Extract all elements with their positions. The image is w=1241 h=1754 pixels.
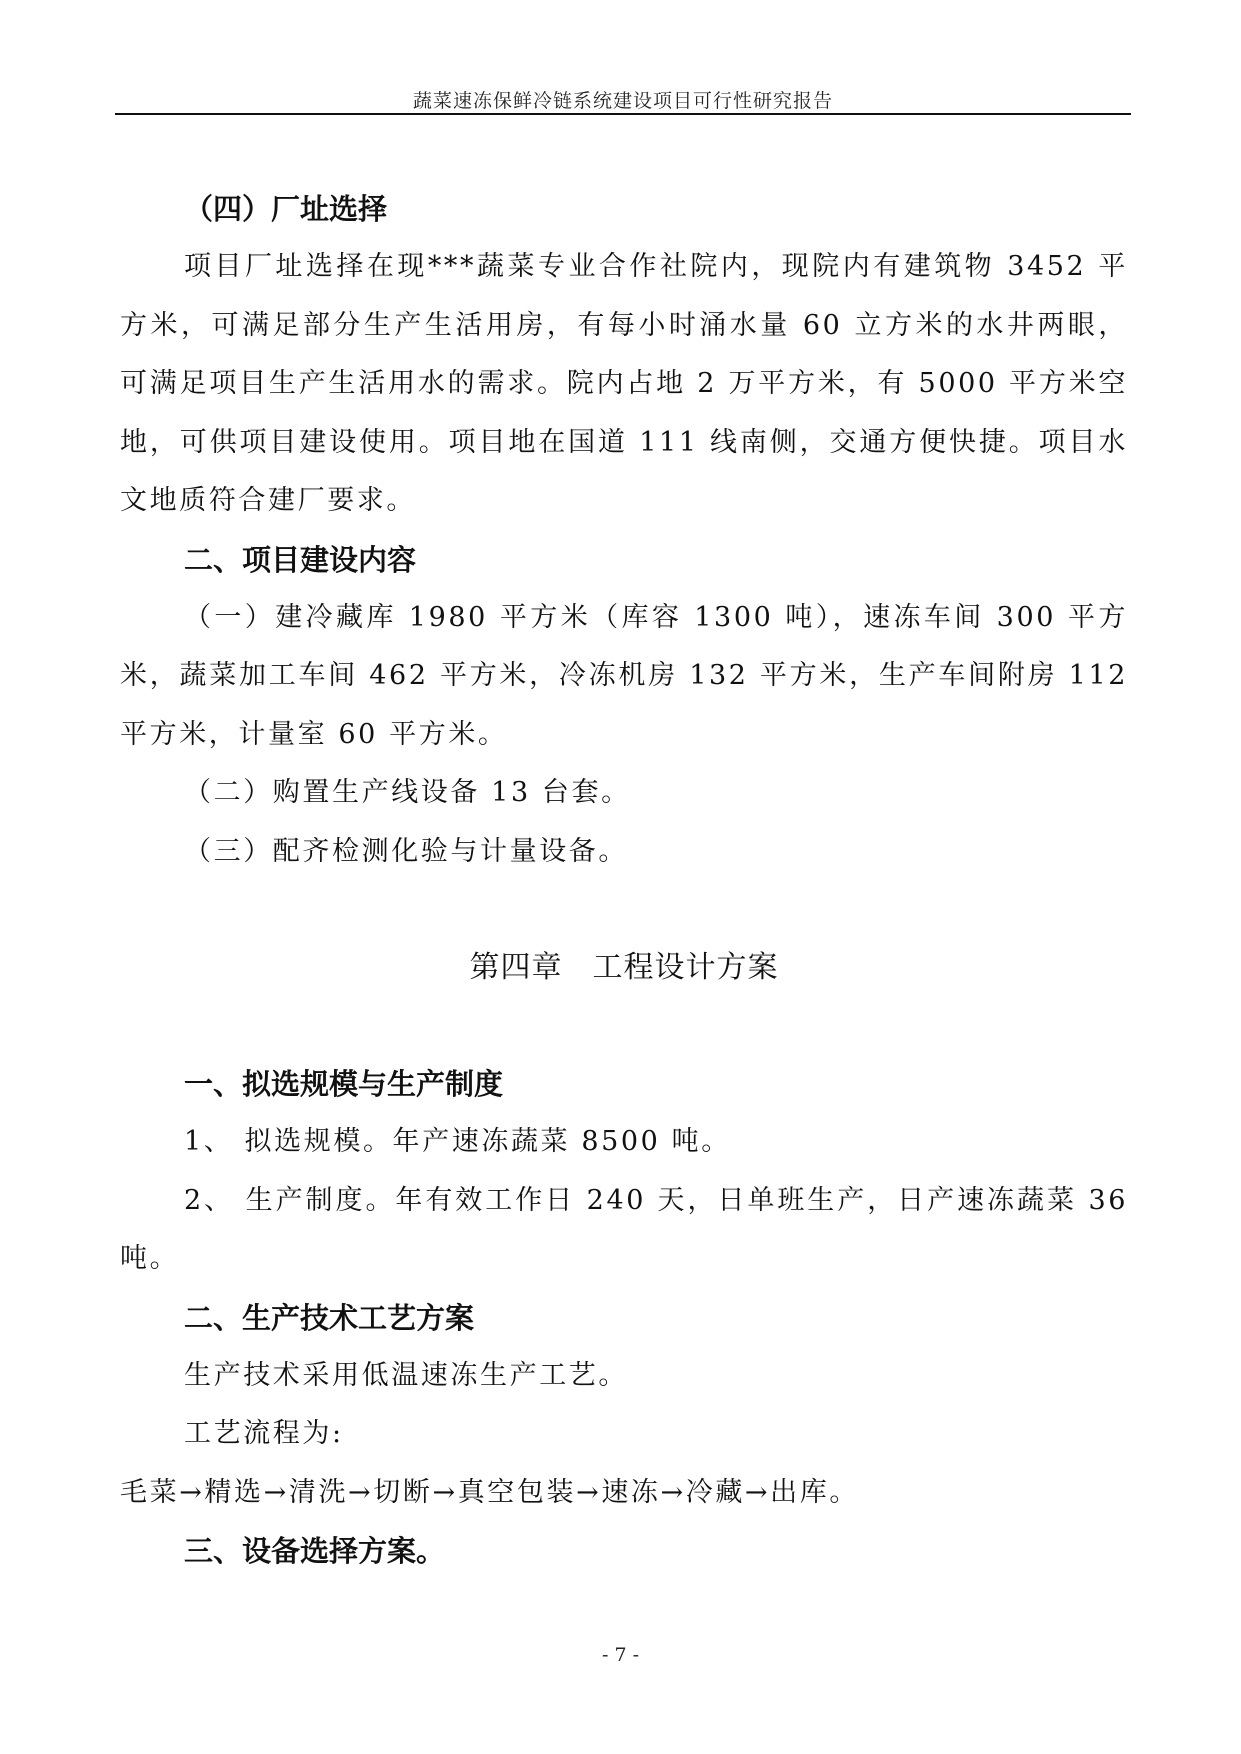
- section-heading-equipment: 三、设备选择方案。: [184, 1534, 446, 1568]
- construction-item-3: （三）配齐检测化验与计量设备。: [184, 835, 628, 867]
- construction-item-2: （二）购置生产线设备 13 台套。: [184, 777, 631, 808]
- scale-item-1: 1、 拟选规模。年产速冻蔬菜 8500 吨。: [184, 1126, 731, 1157]
- page-number: - 7 -: [601, 1644, 639, 1666]
- technology-line-1: 生产技术采用低温速冻生产工艺。: [184, 1359, 628, 1391]
- chapter-number: 第四章: [469, 950, 563, 985]
- running-header: 蔬菜速冻保鲜冷链系统建设项目可行性研究报告: [412, 90, 833, 112]
- scale-item-2: 2、 生产制度。年有效工作日 240 天，日单班生产，日产速冻蔬菜 36 吨。: [120, 1184, 1128, 1274]
- page-body: [120, 180, 1128, 1580]
- chapter-name: 工程设计方案: [592, 950, 779, 985]
- chapter-title: [120, 939, 1128, 997]
- section-heading-scale: 一、拟选规模与生产制度: [184, 1067, 504, 1101]
- header-rule: [115, 113, 1131, 115]
- site-selection-paragraph: 项目厂址选择在现***蔬菜专业合作社院内，现院内有建筑物 3452 平方米，可满足部分生产生活用房，有每小时涌水量 60 立方米的水井两眼，可满足项目生产生活用水的需求。院内占地 2 万平方米，有 5000 平方米空地，可供项目建设使用。项目地在国道 111 线南侧，交通方便快捷。项目水文地质符合建厂要求。: [120, 251, 1128, 516]
- section-heading-technology: 二、生产技术工艺方案: [184, 1300, 475, 1335]
- section-heading-site-selection: （四）厂址选择: [184, 192, 388, 226]
- section-heading-construction-content: 二、项目建设内容: [184, 542, 417, 577]
- construction-item-1: （一）建冷藏库 1980 平方米（库容 1300 吨），速冻车间 300 平方米，蔬菜加工车间 462 平方米，冷冻机房 132 平方米，生产车间附房 112 平方米，计量室 60 平方米。: [120, 601, 1128, 750]
- process-flow: 毛菜→精选→清洗→切断→真空包装→速冻→冷藏→出库。: [120, 1476, 859, 1508]
- technology-line-2: 工艺流程为:: [184, 1418, 344, 1449]
